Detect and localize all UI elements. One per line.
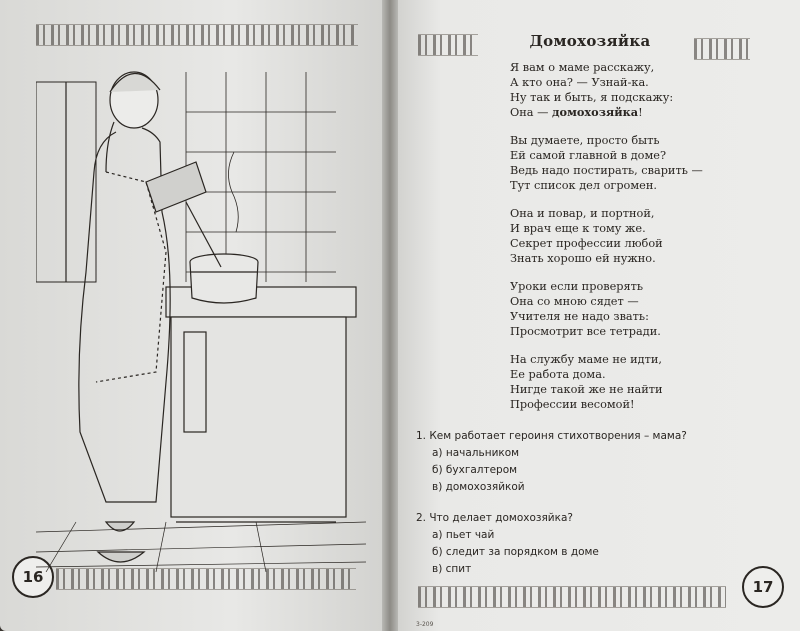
- poem-line: Ведь надо постирать, сварить —: [510, 164, 703, 177]
- poem-line: Она и повар, и портной,: [510, 207, 655, 220]
- stove-icon: [166, 287, 356, 522]
- stanza: [510, 279, 760, 339]
- answer-option: в) спит: [432, 563, 472, 575]
- poem-line-start: Она —: [510, 106, 553, 119]
- answer-option: а) начальником: [432, 447, 520, 459]
- book-spine: [382, 0, 398, 631]
- poem-line-end: !: [638, 106, 643, 119]
- poem-line: И врач еще к тому же.: [510, 222, 646, 235]
- top-ornament-right-a: [418, 34, 478, 56]
- poem-line: Ее работа дома.: [510, 368, 606, 381]
- poem-line: Я вам о маме расскажу,: [510, 61, 655, 74]
- housewife-cooking-illustration: [36, 52, 366, 572]
- answer-option: б) следит за порядком в доме: [432, 546, 599, 558]
- poem-line: А кто она? — Узнай-ка.: [510, 76, 649, 89]
- poem-line: [510, 105, 760, 120]
- poem-line: На службу маме не идти,: [510, 353, 663, 366]
- poem-line: Знать хорошо ей нужно.: [510, 252, 656, 265]
- answer-option: б) бухгалтером: [432, 464, 518, 476]
- answer-option: в) домохозяйкой: [432, 481, 525, 493]
- poem-line: Учителя не надо звать:: [510, 310, 649, 323]
- stanza: [510, 206, 760, 266]
- question-1: [416, 428, 756, 496]
- floor-tiles: [36, 522, 366, 572]
- poem-emphasis: домохозяйка: [552, 105, 639, 119]
- poem-text: [510, 60, 760, 425]
- poem-line: Тут список дел огромен.: [510, 179, 657, 192]
- poem-line: Нигде такой же не найти: [510, 383, 663, 396]
- wall-tiles: [186, 72, 336, 282]
- print-code: 3-209: [416, 621, 434, 628]
- poem-line: Просмотрит все тетради.: [510, 325, 661, 338]
- poem-line: Она со мною сядет —: [510, 295, 639, 308]
- question-2: [416, 510, 756, 578]
- answer-option: а) пьет чай: [432, 529, 495, 541]
- stanza: [510, 60, 760, 120]
- poem-line: Ей самой главной в доме?: [510, 149, 667, 162]
- questions-section: [416, 428, 756, 592]
- question-text: 2. Что делает домохозяйка?: [416, 512, 573, 524]
- poem-line: Профессии весомой!: [510, 398, 635, 411]
- poem-line: Секрет профессии любой: [510, 237, 663, 250]
- poem-line: Ну так и быть, я подскажу:: [510, 91, 674, 104]
- poem-title: Домохозяйка: [529, 32, 651, 50]
- question-text: 1. Кем работает героиня стихотворения – мама?: [416, 430, 687, 442]
- left-page-number: 16: [12, 556, 54, 598]
- poem-line: Вы думаете, просто быть: [510, 134, 660, 147]
- stanza: [510, 352, 760, 412]
- stanza: [510, 133, 760, 193]
- top-ornament-left: [36, 24, 358, 46]
- poem-line: Уроки если проверять: [510, 280, 644, 293]
- right-page-number: 17: [742, 566, 784, 608]
